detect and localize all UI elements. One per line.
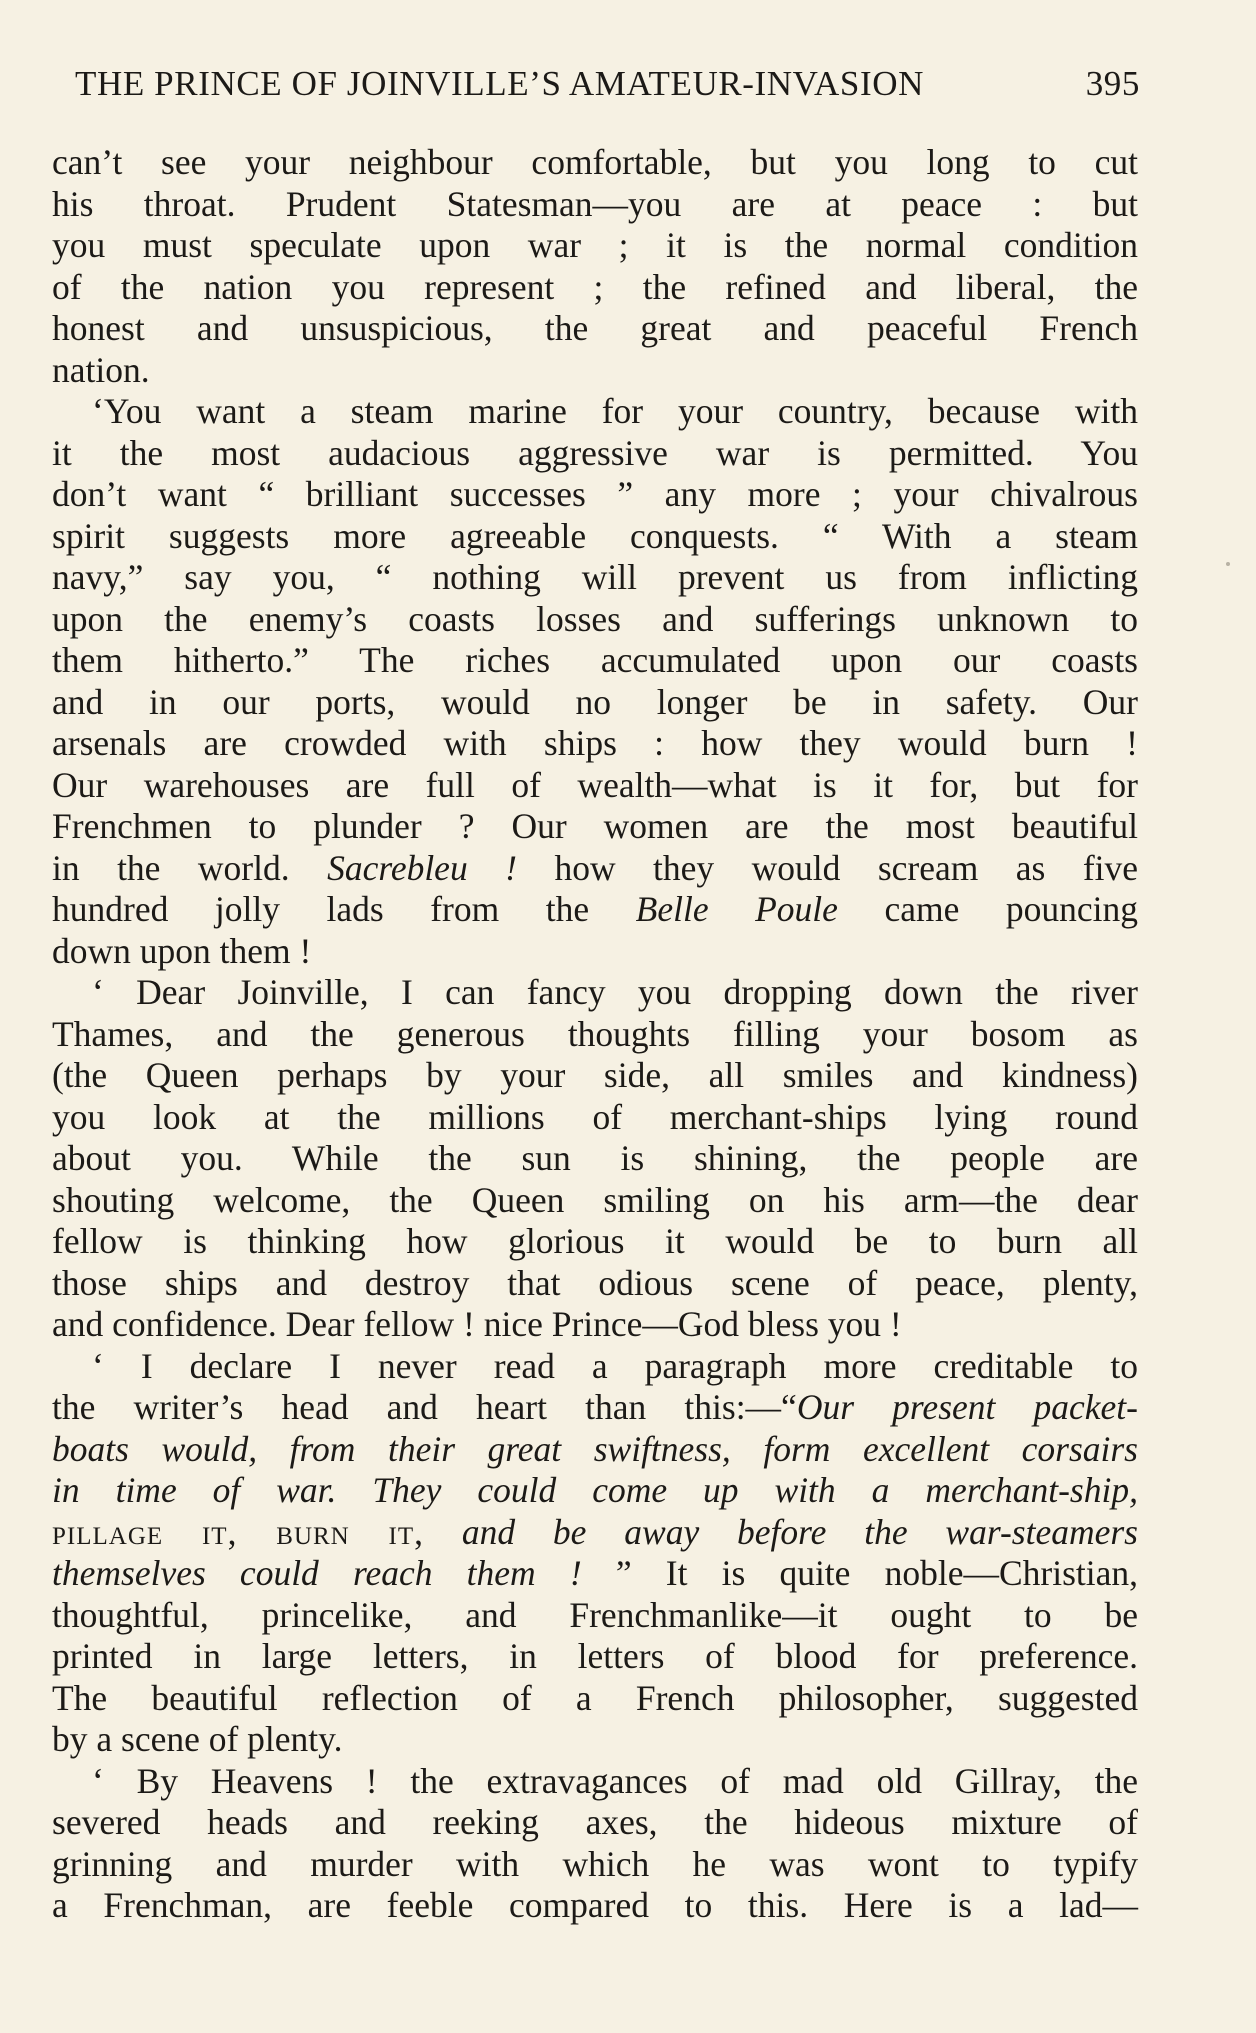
- text-line: ‘ I declare I never read a paragraph more creditable to: [92, 1345, 1138, 1386]
- text-line: a Frenchman, are feeble compared to this. Here is a lad—: [52, 1885, 1138, 1925]
- text-line: and confidence. Dear fellow ! nice Prince—God bless you !: [52, 1304, 902, 1344]
- text-line: spirit suggests more agreeable conquests. “ With a steam: [52, 515, 1138, 556]
- small-caps-text: pillage it, burn it,: [52, 1511, 425, 1552]
- paper-speck: [1226, 562, 1230, 566]
- text-line: about you. While the sun is shining, the people are: [52, 1138, 1138, 1178]
- text-line: severed heads and reeking axes, the hideous mixture of: [52, 1802, 1138, 1842]
- text-line: them hitherto.” The riches accumulated upon our coasts: [52, 640, 1138, 680]
- text-run: in the world.: [52, 847, 328, 888]
- text-line: nation.: [52, 349, 150, 390]
- text-line: those ships and destroy that odious scene of peace, plenty,: [52, 1262, 1138, 1303]
- text-line: upon the enemy’s coasts losses and sufferings unknown to: [52, 598, 1138, 639]
- text-line: arsenals are crowded with ships : how they would burn !: [52, 723, 1138, 763]
- italic-text: in time of war. They could come up with a merchant-ship,: [52, 1470, 1138, 1510]
- text-run: ” It is quite noble—Christian,: [581, 1553, 1138, 1593]
- text-line: navy,” say you, “ nothing will prevent us from inflicting: [52, 557, 1138, 597]
- italic-text: themselves could reach them !: [52, 1553, 582, 1593]
- text-line: down upon them !: [52, 930, 312, 971]
- text-line: and in our ports, would no longer be in safety. Our: [52, 681, 1138, 722]
- text-line: [52, 1512, 1138, 1554]
- text-line: don’t want “ brilliant successes ” any more ; your chivalrous: [52, 474, 1138, 514]
- text-line: [52, 1553, 1138, 1595]
- italic-text: Our present packet-: [796, 1387, 1138, 1427]
- text-line: [52, 1429, 1138, 1471]
- text-line: ‘ By Heavens ! the extravagances of mad old Gillray, the: [92, 1760, 1138, 1801]
- italic-text: Sacrebleu !: [327, 847, 517, 888]
- text-run: the writer’s head and heart than this:—“: [52, 1387, 797, 1427]
- page-number: 395: [1085, 64, 1140, 103]
- running-header: [75, 64, 1140, 104]
- text-run: hundred jolly lads from the: [52, 889, 636, 929]
- text-line: you look at the millions of merchant-ships lying round: [52, 1096, 1138, 1137]
- text-line: shouting welcome, the Queen smiling on his arm—the dear: [52, 1179, 1138, 1220]
- text-line: grinning and murder with which he was wont to typify: [52, 1843, 1138, 1884]
- italic-text: Belle Poule: [635, 889, 838, 929]
- text-line: by a scene of plenty.: [52, 1719, 343, 1759]
- italic-text: and be away before the war-steamers: [424, 1511, 1138, 1552]
- text-line: Frenchmen to plunder ? Our women are the most beautiful: [52, 806, 1138, 846]
- text-line: can’t see your neighbour comfortable, but you long to cut: [52, 142, 1138, 182]
- text-line: his throat. Prudent Statesman—you are at peace : but: [52, 183, 1138, 224]
- text-line: honest and unsuspicious, the great and peaceful French: [52, 308, 1138, 348]
- text-line: [52, 848, 1138, 890]
- text-run: came pouncing: [837, 889, 1138, 929]
- text-line: [52, 1470, 1138, 1512]
- text-line: it the most audacious aggressive war is permitted. You: [52, 432, 1138, 473]
- text-line: of the nation you represent ; the refined and liberal, the: [52, 266, 1138, 307]
- text-line: [52, 889, 1138, 931]
- text-line: fellow is thinking how glorious it would be to burn all: [52, 1221, 1138, 1261]
- running-title: THE PRINCE OF JOINVILLE’S AMATEUR-INVASION: [75, 64, 924, 103]
- body-text: [52, 142, 1138, 1927]
- text-line: Thames, and the generous thoughts filling your bosom as: [52, 1013, 1138, 1054]
- text-run: how they would scream as five: [516, 847, 1139, 888]
- text-line: [52, 1387, 1138, 1429]
- text-line: ‘You want a steam marine for your country, because with: [92, 391, 1138, 431]
- text-line: The beautiful reflection of a French philosopher, suggested: [52, 1677, 1138, 1718]
- text-line: Our warehouses are full of wealth—what is it for, but for: [52, 764, 1138, 805]
- text-line: ‘ Dear Joinville, I can fancy you dropping down the river: [92, 972, 1138, 1012]
- text-line: printed in large letters, in letters of blood for preference.: [52, 1636, 1138, 1676]
- text-line: (the Queen perhaps by your side, all smiles and kindness): [52, 1055, 1138, 1095]
- italic-text: boats would, from their great swiftness, form excellent corsairs: [52, 1428, 1138, 1469]
- text-line: thoughtful, princelike, and Frenchmanlike—it ought to be: [52, 1594, 1138, 1635]
- text-line: you must speculate upon war ; it is the normal condition: [52, 225, 1138, 265]
